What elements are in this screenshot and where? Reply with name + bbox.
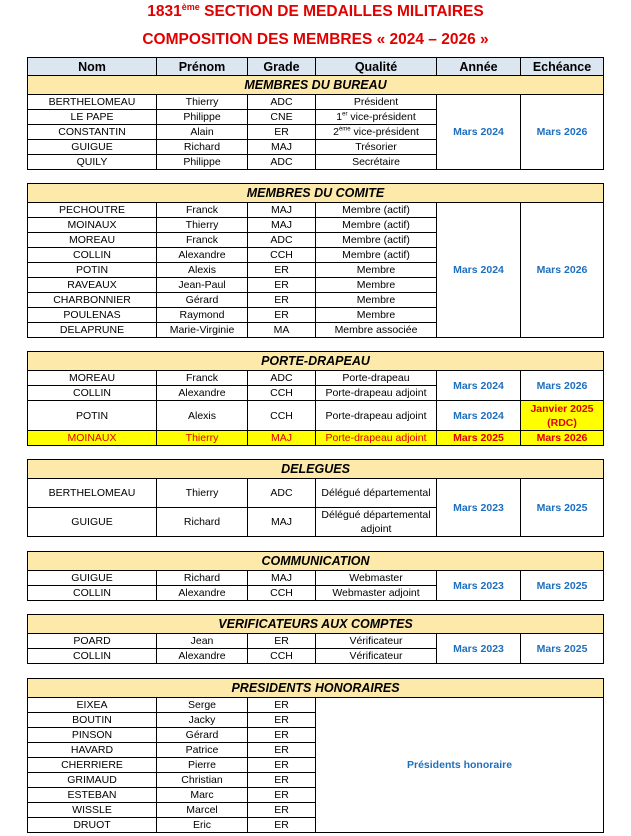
table-cell: POTIN [28,263,157,278]
table-cell: Alain [157,125,248,140]
table-cell: Membre [316,308,437,323]
table-cell: ER [248,634,316,649]
porte-echeance-2: Janvier 2025 (RDC) [521,401,604,431]
table-cell: Philippe [157,155,248,170]
table-cell: Marc [157,788,248,803]
table-cell: BOUTIN [28,713,157,728]
table-cell: CCH [248,386,316,401]
table-cell: Porte-drapeau adjoint [316,386,437,401]
table-cell: ER [248,698,316,713]
table-cell: HAVARD [28,743,157,758]
cell-text: 1 [336,111,343,123]
table-cell: ER [248,263,316,278]
table-cell: Membre (actif) [316,218,437,233]
table-cell: GUIGUE [28,571,157,586]
table-cell: Trésorier [316,140,437,155]
table-cell: Christian [157,773,248,788]
table-cell: CHARBONNIER [28,293,157,308]
table-cell: ER [248,773,316,788]
table-cell: POULENAS [28,308,157,323]
table-cell: BERTHELOMEAU [28,479,157,508]
presidents-label: Présidents honoraire [316,698,604,833]
porte-annee-1: Mars 2024 [437,371,521,401]
porte-annee-2: Mars 2024 [437,401,521,431]
table-cell: WISSLE [28,803,157,818]
table-cell: MOINAUX [28,431,157,446]
table-cell: Jean [157,634,248,649]
table-cell: CHERRIERE [28,758,157,773]
comite-echeance: Mars 2026 [521,203,604,338]
table-cell: Jacky [157,713,248,728]
table-cell: Franck [157,203,248,218]
table-cell [316,125,437,140]
table-cell: Alexis [157,263,248,278]
section-delegues-title: DELEGUES [28,460,604,479]
table-cell: Pierre [157,758,248,773]
table-row [28,571,604,586]
table-cell: Gérard [157,293,248,308]
col-nom: Nom [28,58,157,76]
table-cell: ADC [248,371,316,386]
table-cell: Président [316,95,437,110]
table-cell: Jean-Paul [157,278,248,293]
table-cell: COLLIN [28,386,157,401]
table-cell: COLLIN [28,248,157,263]
table-cell: PINSON [28,728,157,743]
table-cell: CCH [248,401,316,431]
table-cell: Membre associée [316,323,437,338]
table-cell: MOREAU [28,233,157,248]
table-cell: LE PAPE [28,110,157,125]
table-cell: MAJ [248,508,316,537]
table-cell: ER [248,293,316,308]
table-cell: Membre (actif) [316,233,437,248]
table-cell: RAVEAUX [28,278,157,293]
table-row [28,401,604,431]
table-cell: MAJ [248,218,316,233]
table-cell: ER [248,278,316,293]
table-cell: Webmaster [316,571,437,586]
table-cell: Membre (actif) [316,203,437,218]
section-presidents-title: PRESIDENTS HONORAIRES [28,679,604,698]
table-cell: BERTHELOMEAU [28,95,157,110]
delegues-annee: Mars 2023 [437,479,521,537]
cell-text: vice-président [347,111,416,123]
table-cell: ADC [248,95,316,110]
table-cell: Eric [157,818,248,833]
table-cell: MAJ [248,203,316,218]
table-cell: GUIGUE [28,508,157,537]
table-cell: ER [248,728,316,743]
porte-echeance-3: Mars 2026 [521,431,604,446]
section-porte-title: PORTE-DRAPEAU [28,352,604,371]
col-prenom: Prénom [157,58,248,76]
section-comite-title: MEMBRES DU COMITE [28,184,604,203]
table-cell: QUILY [28,155,157,170]
document-title-line1 [0,2,631,21]
comite-annee: Mars 2024 [437,203,521,338]
table-cell: Délégué départemental adjoint [316,508,437,537]
table-cell: MAJ [248,140,316,155]
table-cell: ER [248,308,316,323]
table-cell: Vérificateur [316,634,437,649]
table-cell: CCH [248,248,316,263]
comite-table [27,183,604,338]
table-cell: Membre [316,293,437,308]
table-cell: ER [248,788,316,803]
table-row [28,634,604,649]
table-cell: EIXEA [28,698,157,713]
cell-text: SECTION DE MEDAILLES MILITAIRES [199,3,484,21]
table-cell: Porte-drapeau adjoint [316,401,437,431]
col-annee: Année [437,58,521,76]
cell-text: er [342,111,348,118]
table-cell: CCH [248,649,316,664]
table-cell: Gérard [157,728,248,743]
table-cell: Porte-drapeau [316,371,437,386]
table-cell: POARD [28,634,157,649]
table-row [28,698,604,713]
communication-echeance: Mars 2025 [521,571,604,601]
col-qualite: Qualité [316,58,437,76]
porte-echeance-1: Mars 2026 [521,371,604,401]
table-cell: Alexandre [157,248,248,263]
cell-text: ème [181,2,200,12]
bureau-annee: Mars 2024 [437,95,521,170]
porte-annee-3: Mars 2025 [437,431,521,446]
table-cell: Franck [157,371,248,386]
presidents-table [27,678,604,833]
table-cell: ER [248,125,316,140]
table-cell: ADC [248,479,316,508]
table-cell: MA [248,323,316,338]
table-cell: ER [248,803,316,818]
table-cell: Marie-Virginie [157,323,248,338]
table-cell: MAJ [248,571,316,586]
cell-text: ème [338,126,351,133]
table-cell: Serge [157,698,248,713]
table-cell: CONSTANTIN [28,125,157,140]
table-cell: Thierry [157,218,248,233]
table-cell: Thierry [157,479,248,508]
table-cell: ADC [248,233,316,248]
table-cell: Philippe [157,110,248,125]
section-verificateurs-title: VERIFICATEURS AUX COMPTES [28,615,604,634]
table-row [28,479,604,508]
table-cell: Richard [157,571,248,586]
table-cell: Membre [316,263,437,278]
table-row [28,95,604,110]
porte-drapeau-table [27,351,604,446]
col-grade: Grade [248,58,316,76]
table-cell: MOREAU [28,371,157,386]
header-table [27,57,604,170]
table-cell: ER [248,713,316,728]
table-cell: PECHOUTRE [28,203,157,218]
table-cell: GRIMAUD [28,773,157,788]
cell-text: vice-président [350,126,419,138]
table-cell: Alexis [157,401,248,431]
cell-text: 2 [333,126,339,138]
section-bureau-title: MEMBRES DU BUREAU [28,76,604,95]
table-row [28,371,604,386]
communication-annee: Mars 2023 [437,571,521,601]
cell-text: 1831 [147,3,182,21]
table-cell: MAJ [248,431,316,446]
table-cell: DRUOT [28,818,157,833]
delegues-table [27,459,604,537]
table-cell: ER [248,743,316,758]
table-cell: Porte-drapeau adjoint [316,431,437,446]
table-cell: Membre [316,278,437,293]
table-cell: Alexandre [157,386,248,401]
table-cell: GUIGUE [28,140,157,155]
section-communication-title: COMMUNICATION [28,552,604,571]
table-cell [316,110,437,125]
table-cell: Franck [157,233,248,248]
table-cell: Marcel [157,803,248,818]
table-cell: Alexandre [157,586,248,601]
table-cell: Thierry [157,95,248,110]
table-cell: ER [248,818,316,833]
table-row [28,203,604,218]
table-cell: CCH [248,586,316,601]
table-cell: MOINAUX [28,218,157,233]
verificateurs-annee: Mars 2023 [437,634,521,664]
col-echeance: Echéance [521,58,604,76]
table-cell: Patrice [157,743,248,758]
table-cell: Richard [157,140,248,155]
communication-table [27,551,604,601]
table-cell: CNE [248,110,316,125]
table-cell: ER [248,758,316,773]
table-cell: Membre (actif) [316,248,437,263]
table-cell: ADC [248,155,316,170]
table-cell: ESTEBAN [28,788,157,803]
table-cell: COLLIN [28,586,157,601]
table-cell: Raymond [157,308,248,323]
verificateurs-echeance: Mars 2025 [521,634,604,664]
table-cell: POTIN [28,401,157,431]
table-cell: COLLIN [28,649,157,664]
table-cell: Thierry [157,431,248,446]
table-cell: DELAPRUNE [28,323,157,338]
table-cell: Webmaster adjoint [316,586,437,601]
bureau-echeance: Mars 2026 [521,95,604,170]
document-title-line2: COMPOSITION DES MEMBRES « 2024 – 2026 » [142,31,489,48]
table-cell: Vérificateur [316,649,437,664]
verificateurs-table [27,614,604,664]
table-row-highlighted [28,431,604,446]
table-cell: Secrétaire [316,155,437,170]
table-cell: Alexandre [157,649,248,664]
table-cell: Richard [157,508,248,537]
table-cell: Délégué départemental [316,479,437,508]
delegues-echeance: Mars 2025 [521,479,604,537]
